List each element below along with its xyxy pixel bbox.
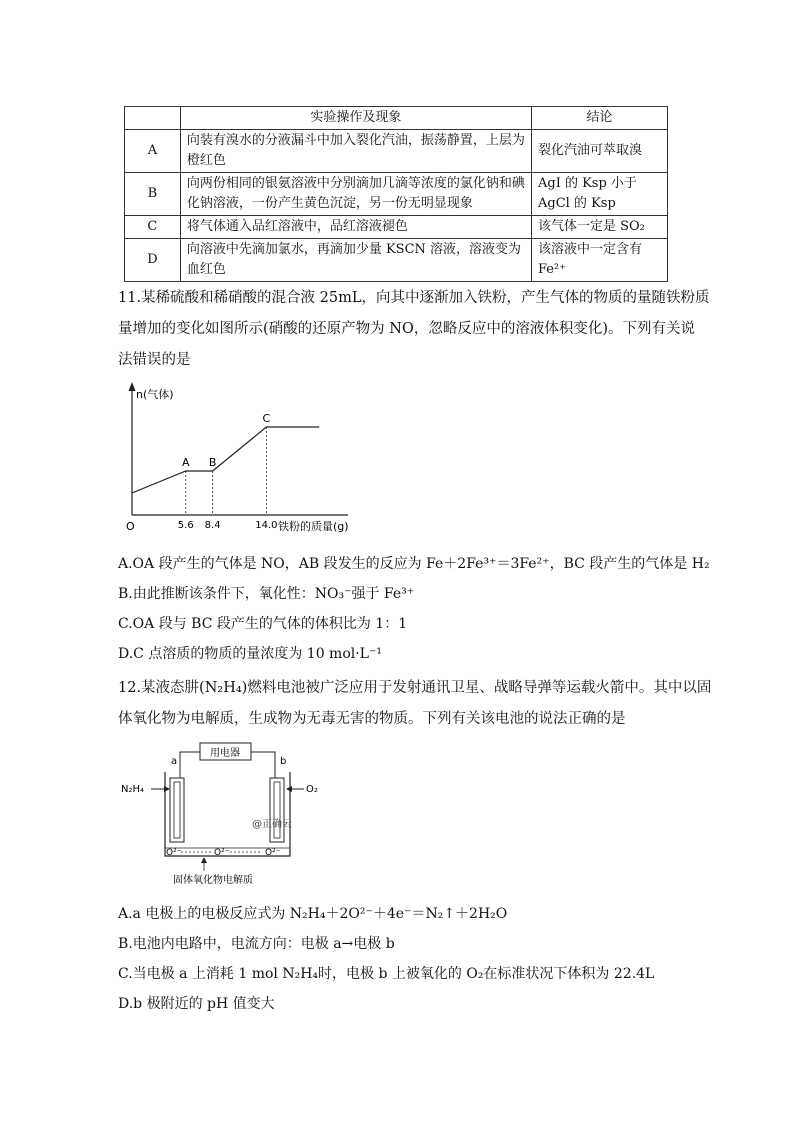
x-axis-label: 铁粉的质量(g)	[278, 520, 349, 533]
y-axis-arrow	[129, 382, 136, 391]
q12-option-a: A.a 电极上的电极反应式为 N₂H₄＋2O²⁻＋4e⁻＝N₂↑＋2H₂O	[118, 906, 508, 922]
table-header-blank	[125, 107, 181, 130]
table-row	[125, 130, 668, 173]
row-conclusion: 该气体一定是 SO₂	[531, 216, 667, 239]
wire-right	[251, 752, 275, 778]
electrolyte-pointer-head	[201, 857, 207, 863]
fuel-cell-diagram	[118, 738, 328, 888]
q11-option-b: B.由此推断该条件下，氧化性：NO₃⁻强于 Fe³⁺	[118, 586, 415, 602]
q12-stem-line2: 体氧化物为电解质，生成物为无毒无害的物质。下列有关该电池的说法正确的是	[118, 711, 626, 727]
point-label: C	[262, 412, 271, 425]
row-operation: 将气体通入品红溶液中，品红溶液褪色	[180, 216, 531, 239]
fuel-label: N₂H₄	[121, 784, 145, 795]
x-tick-label: 5.6	[177, 520, 194, 531]
ion-label: O²⁻	[265, 848, 281, 858]
row-label: D	[125, 239, 181, 282]
ion-label: O²⁻	[166, 848, 182, 858]
load-device-label: 用电器	[210, 748, 240, 759]
electrode-b-label: b	[280, 756, 287, 767]
row-operation: 向两份相同的银氨溶液中分别滴加几滴等浓度的氯化钠和碘化钠溶液，一份产生黄色沉淀，另一份无明显现象	[180, 173, 531, 216]
q11-stem-line1: 11.某稀硫酸和稀硝酸的混合液 25mL，向其中逐渐加入铁粉，产生气体的物质的量随铁粉质	[118, 290, 710, 306]
electrolyte-label: 固体氧化物电解质	[173, 875, 253, 886]
electrode-b	[270, 778, 284, 842]
row-label: C	[125, 216, 181, 239]
row-label: B	[125, 173, 181, 216]
q11-stem-line3: 法错误的是	[118, 352, 191, 368]
point-label: B	[208, 456, 217, 469]
watermark: @正确云	[252, 819, 292, 830]
origin-label: O	[126, 520, 135, 533]
q12-option-b: B.电池内电路中，电流方向：电极 a→电极 b	[118, 936, 395, 952]
q12-option-d: D.b 极附近的 pH 值变大	[118, 996, 275, 1012]
x-tick-label: 14.0	[255, 520, 278, 531]
ion-label: O²⁻	[214, 848, 230, 858]
table-row	[125, 173, 668, 216]
y-axis-label: n(气体)	[136, 388, 174, 401]
x-tick-label: 8.4	[204, 520, 221, 531]
q11-chart	[118, 380, 418, 540]
q11-option-a: A.OA 段产生的气体是 NO，AB 段发生的反应为 Fe＋2Fe³⁺＝3Fe²⁺，BC 段产生的气体是 H₂	[118, 556, 710, 572]
fuel-arrow-head	[164, 786, 170, 792]
q12-stem-line1: 12.某液态肼(N₂H₄)燃料电池被广泛应用于发射通讯卫星、战略导弹等运载火箭中。其中以固	[118, 680, 712, 696]
row-conclusion: 该溶液中一定含有 Fe²⁺	[531, 239, 667, 282]
q11-option-d: D.C 点溶质的物质的量浓度为 10 mol·L⁻¹	[118, 646, 382, 662]
q11-option-c: C.OA 段与 BC 段产生的气体的体积比为 1：1	[118, 616, 408, 632]
electrode-a	[170, 778, 184, 842]
row-operation: 向装有溴水的分液漏斗中加入裂化汽油，振荡静置，上层为橙红色	[180, 130, 531, 173]
experiment-table	[124, 106, 668, 282]
point-label: A	[181, 456, 190, 469]
wire-left	[180, 752, 200, 778]
table-row	[125, 216, 668, 239]
row-operation: 向溶液中先滴加氯水，再滴加少量 KSCN 溶液，溶液变为血红色	[180, 239, 531, 282]
table-header-operation: 实验操作及现象	[180, 107, 531, 130]
table-header-conclusion: 结论	[531, 107, 667, 130]
row-label: A	[125, 130, 181, 173]
series-line	[132, 427, 319, 493]
q11-stem-line2: 量增加的变化如图所示(硝酸的还原产物为 NO，忽略反应中的溶液体积变化)。下列有关说	[118, 321, 695, 337]
q12-option-c: C.当电极 a 上消耗 1 mol N₂H₄时，电极 b 上被氧化的 O₂在标准状况下体积为 22.4L	[118, 966, 655, 982]
electrode-a-label: a	[171, 756, 178, 767]
table-header-row	[125, 107, 668, 130]
row-conclusion: 裂化汽油可萃取溴	[531, 130, 667, 173]
oxidant-arrow-head	[286, 786, 292, 792]
row-conclusion: AgI 的 Ksp 小于 AgCl 的 Ksp	[531, 173, 667, 216]
oxidant-label: O₂	[306, 784, 318, 795]
table-row	[125, 239, 668, 282]
